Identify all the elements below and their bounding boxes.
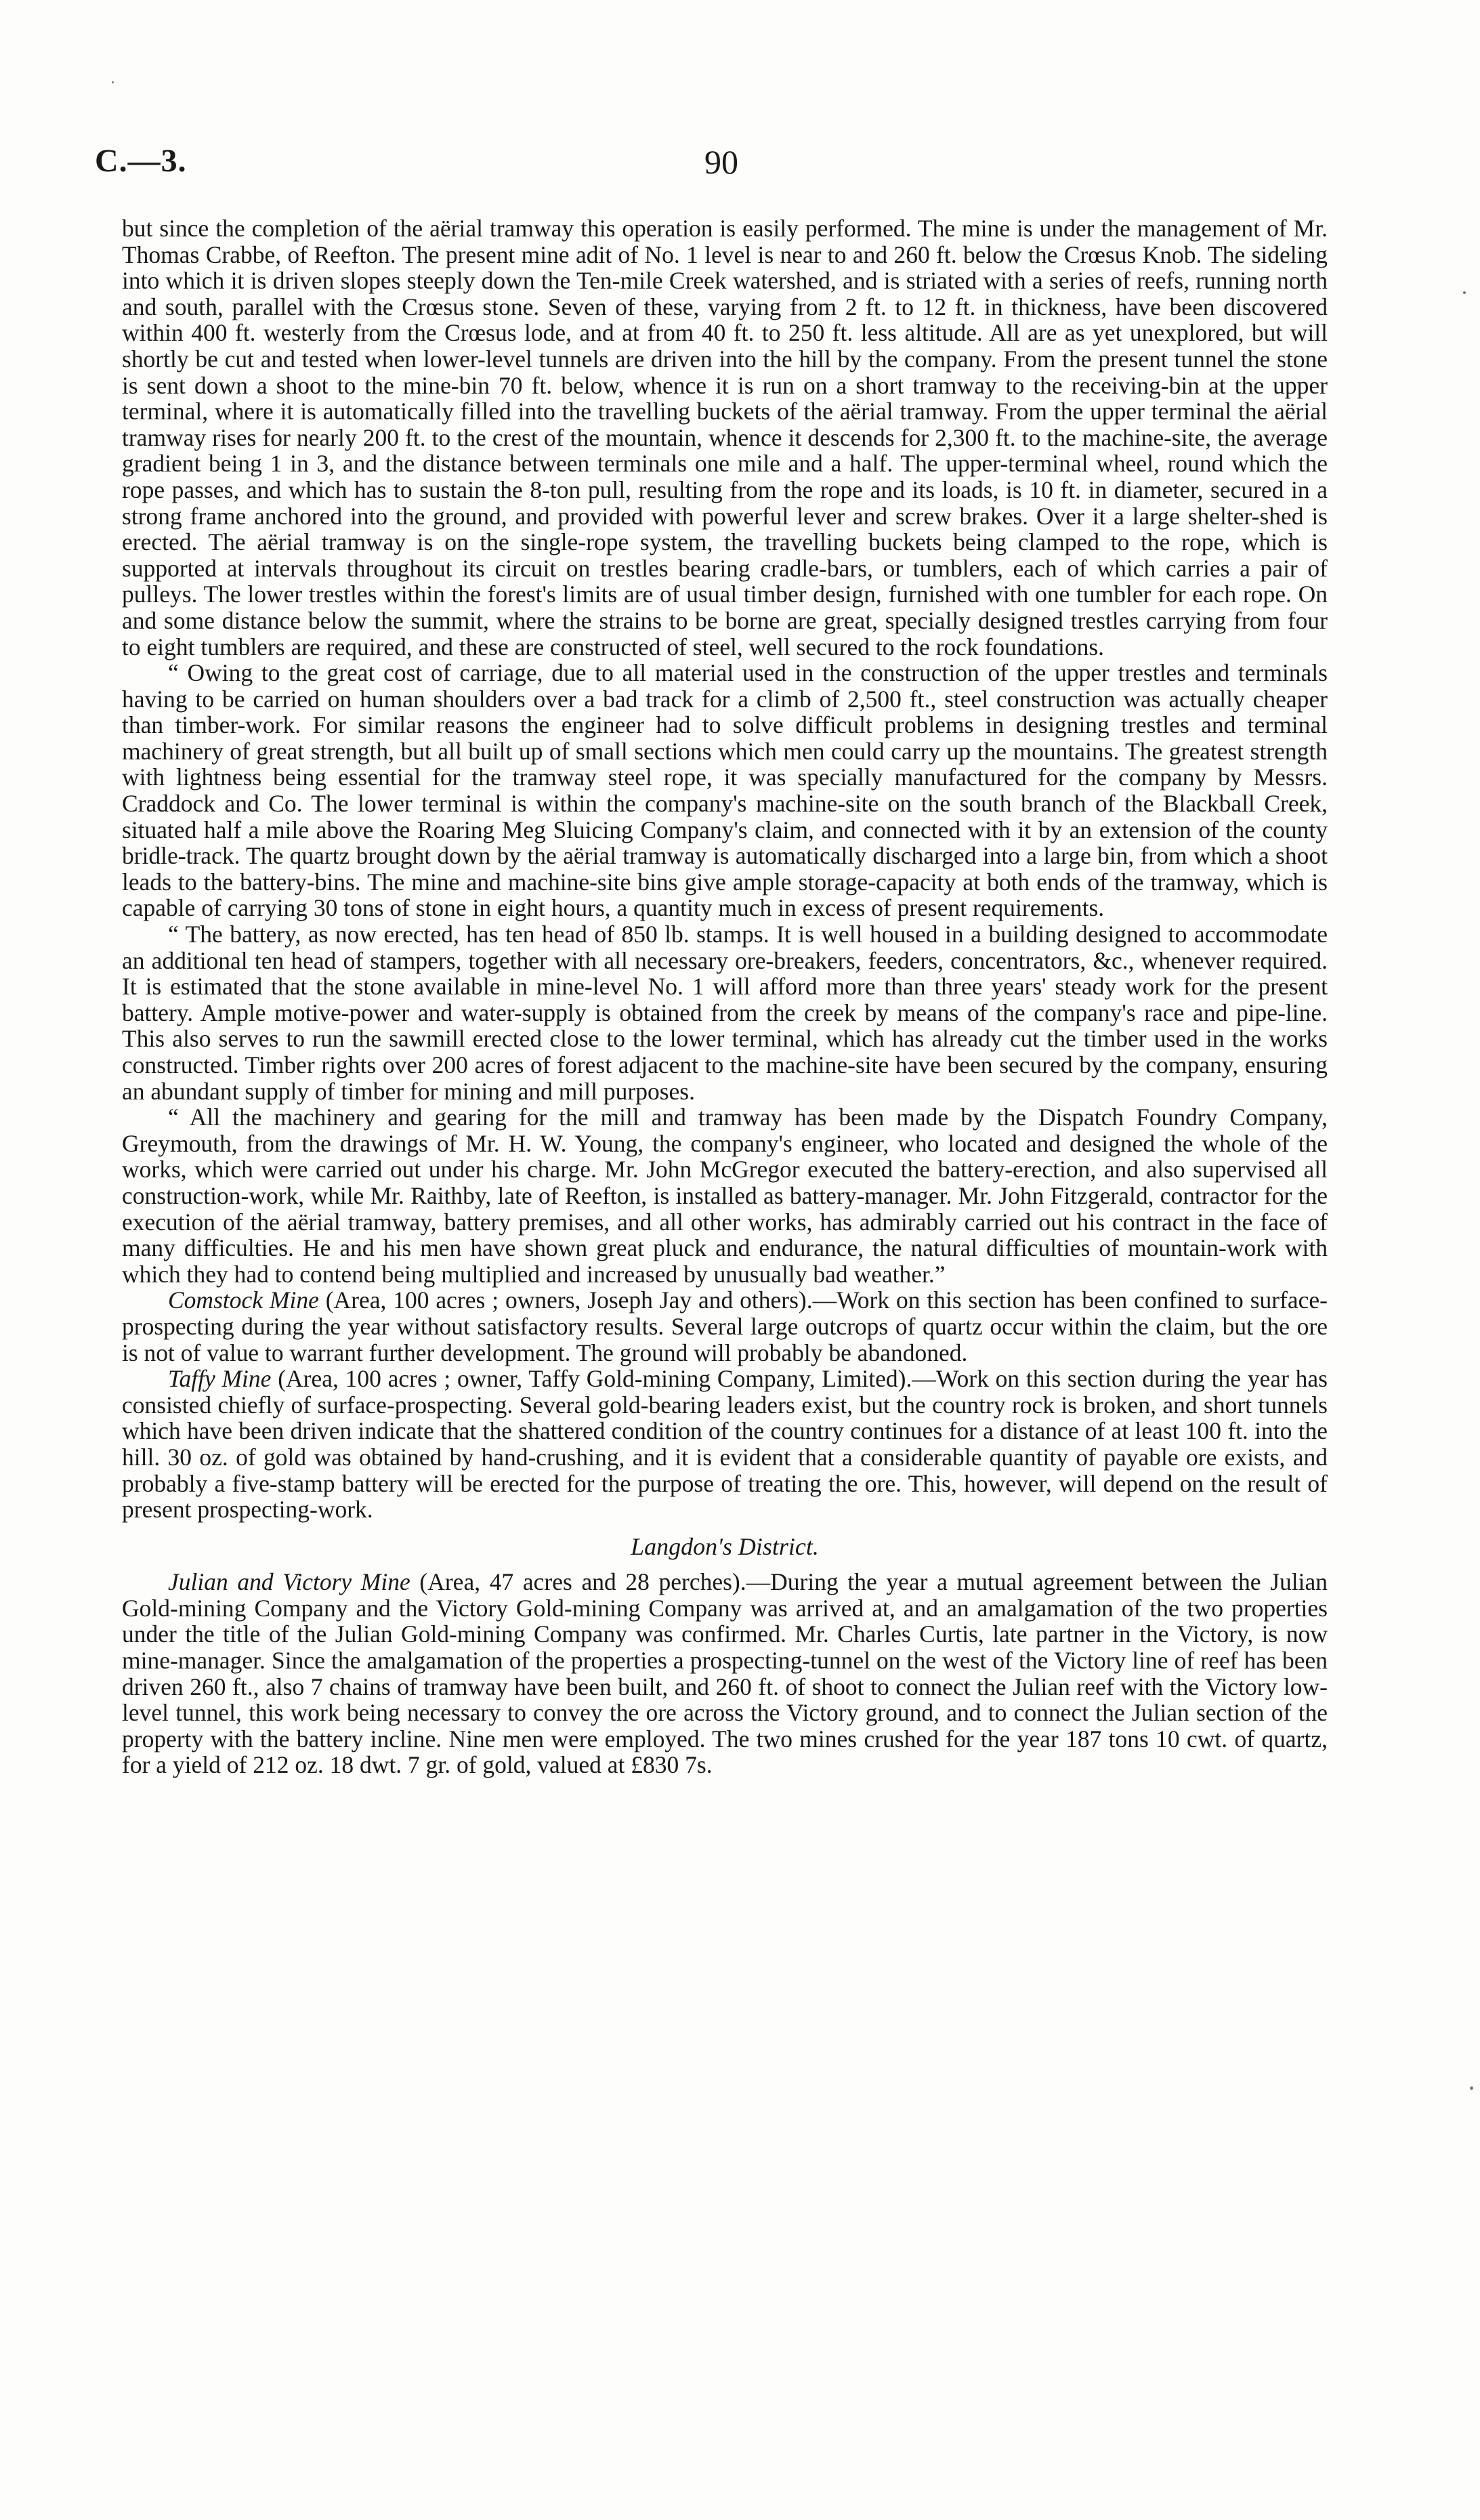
mine-name-taffy: Taffy Mine xyxy=(168,1365,272,1393)
comstock-text: (Area, 100 acres ; owners, Joseph Jay and others).—Work on this section has been confined to surface-prospecting during the year without satisfactory results. Several large outcrops of quartz occur within the claim, but the ore is not of value to warrant further development. The ground will probably be abandoned. xyxy=(122,1286,1328,1366)
taffy-text: (Area, 100 acres ; owner, Taffy Gold-mining Company, Limited).—Work on this section during the year has consisted chiefly of surface-prospecting. Several gold-bearing leaders exist, but the country rock is broken, and short tunnels which have been driven indicate that the shattered condition of the country continues for a distance of at least 100 ft. into the hill. 30 oz. of gold was obtained by hand-crushing, and it is evident that a considerable quantity of payable ore exists, and probably a five-stamp battery will be erected for the purpose of treating the ore. This, however, will depend on the result of present prospecting-work. xyxy=(122,1365,1328,1524)
body-text xyxy=(122,215,1328,1778)
scan-speck xyxy=(1470,2086,1473,2090)
mine-name-comstock: Comstock Mine xyxy=(168,1286,319,1314)
mine-name-julian-victory: Julian and Victory Mine xyxy=(168,1568,410,1596)
paragraph-battery: “ The battery, as now erected, has ten head of 850 lb. stamps. It is well housed in a building designed to accommodate an additional ten head of stampers, together with all necessary ore-breakers, feeders, concentrators, &c., whenever required. It is estimated that the stone available in mine-level No. 1 will afford more than three years' steady work for the present battery. Ample motive-power and water-supply is obtained from the creek by means of the company's race and pipe-line. This also serves to run the sawmill erected close to the lower terminal, which has already cut the timber used in the works constructed. Timber rights over 200 acres of forest adjacent to the machine-site have been secured by the company, ensuring an abundant supply of timber for mining and mill purposes. xyxy=(122,921,1328,1105)
document-reference: C.—3. xyxy=(95,143,187,179)
scan-speck xyxy=(112,81,114,83)
paragraph-carriage-cost: “ Owing to the great cost of carriage, due to all material used in the construction of the upper trestles and terminals having to be carried on human shoulders over a bad track for a climb of 2,500 ft., steel construction was actually cheaper than timber-work. For similar reasons the engineer had to solve difficult problems in designing trestles and terminal machinery of great strength, but all built up of small sections which men could carry up the mountains. The greatest strength with lightness being essential for the tramway steel rope, it was specially manufactured for the company by Messrs. Craddock and Co. The lower terminal is within the company's machine-site on the south branch of the Blackball Creek, situated half a mile above the Roaring Meg Sluicing Company's claim, and connected with it by an extension of the county bridle-track. The quartz brought down by the aërial tramway is automatically discharged into a large bin, from which a shoot leads to the battery-bins. The mine and machine-site bins give ample storage-capacity at both ends of the tramway, which is capable of carrying 30 tons of stone in eight hours, a quantity much in excess of present requirements. xyxy=(122,659,1328,922)
paragraph-julian-victory-mine xyxy=(122,1569,1328,1778)
julian-text: (Area, 47 acres and 28 perches).—During the year a mutual agreement between the Julian Gold-mining Company and the Victory Gold-mining Company was arrived at, and an amalgamation of the two properties under the title of the Julian Gold-mining Company was confirmed. Mr. Charles Curtis, late partner in the Victory, is now mine-manager. Since the amalgamation of the properties a prospecting-tunnel on the west of the Victory line of reef has been driven 260 ft., also 7 chains of tramway have been built, and 260 ft. of shoot to connect the Julian reef with the Victory low-level tunnel, this work being necessary to convey the ore across the Victory ground, and to connect the Julian section of the property with the battery incline. Nine men were employed. The two mines crushed for the year 187 tons 10 cwt. of quartz, for a yield of 212 oz. 18 dwt. 7 gr. of gold, valued at £830 7s. xyxy=(122,1568,1328,1779)
scan-speck xyxy=(1463,291,1466,294)
paragraph-machinery: “ All the machinery and gearing for the mill and tramway has been made by the Dispatch Foundry Company, Greymouth, from the drawings of Mr. H. W. Young, the company's engineer, who located and designed the whole of the works, which were carried out under his charge. Mr. John McGregor executed the battery-erection, and also supervised all construction-work, while Mr. Raithby, late of Reefton, is installed as battery-manager. Mr. John Fitzgerald, contractor for the execution of the aërial tramway, battery premises, and all other works, has admirably carried out his contract in the face of many difficulties. He and his men have shown great pluck and endurance, the natural difficulties of mountain-work with which they had to contend being multiplied and increased by unusually bad weather.” xyxy=(122,1104,1328,1288)
paragraph-tramway-continued: but since the completion of the aërial tramway this operation is easily performed. The mine is under the management of Mr. Thomas Crabbe, of Reefton. The present mine adit of No. 1 level is near to and 260 ft. below the Crœsus Knob. The sideling into which it is driven slopes steeply down the Ten-mile Creek watershed, and is striated with a series of reefs, running north and south, parallel with the Crœsus stone. Seven of these, varying from 2 ft. to 12 ft. in thickness, have been discovered within 400 ft. westerly from the Crœsus lode, and at from 40 ft. to 250 ft. less altitude. All are as yet unexplored, but will shortly be cut and tested when lower-level tunnels are driven into the hill by the company. From the present tunnel the stone is sent down a shoot to the mine-bin 70 ft. below, whence it is run on a short tramway to the receiving-bin at the upper terminal, where it is automatically filled into the travelling buckets of the aërial tramway. From the upper terminal the aërial tramway rises for nearly 200 ft. to the crest of the mountain, whence it descends for 2,300 ft. to the machine-site, the average gradient being 1 in 3, and the distance between terminals one mile and a half. The upper-terminal wheel, round which the rope passes, and which has to sustain the 8-ton pull, resulting from the rope and its loads, is 10 ft. in diameter, secured in a strong frame anchored into the ground, and provided with powerful lever and screw brakes. Over it a large shelter-shed is erected. The aërial tramway is on the single-rope system, the travelling buckets being clamped to the rope, which is supported at intervals throughout its circuit on trestles bearing cradle-bars, or tumblers, each of which carries a pair of pulleys. The lower trestles within the forest's limits are of usual timber design, furnished with one tumbler for each rope. On and some distance below the summit, where the strains to be borne are great, specially designed trestles carrying from four to eight tumblers are required, and these are constructed of steel, well secured to the rock foundations. xyxy=(122,215,1328,660)
page-header xyxy=(95,142,1328,196)
paragraph-taffy-mine xyxy=(122,1366,1328,1523)
page-number: 90 xyxy=(704,143,738,181)
paragraph-comstock-mine xyxy=(122,1287,1328,1366)
section-heading-langdons-district: Langdon's District. xyxy=(631,1532,819,1560)
